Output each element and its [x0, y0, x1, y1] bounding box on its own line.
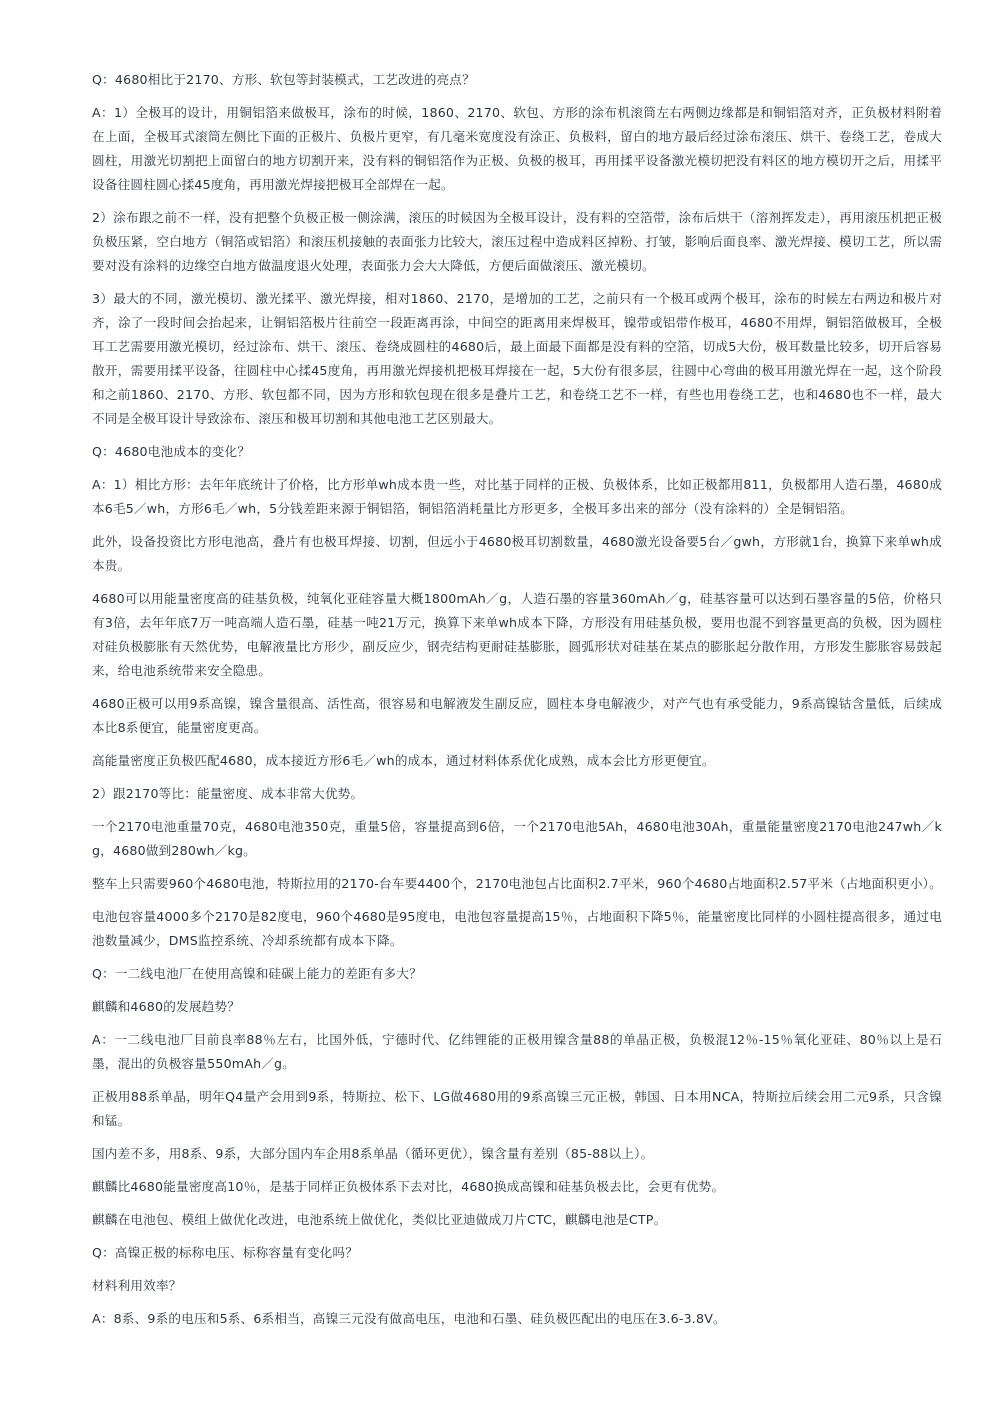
- answer-4-paragraph: A：8系、9系的电压和5系、6系相当，高镍三元没有做高电压，电池和石墨、硅负极匹配出的电压在3.6-3.8V。: [92, 1311, 726, 1326]
- answer-2-paragraph: 一个2170电池重量70克，4680电池350克，重量5倍，容量提高到6倍，一个2170电池5Ah，4680电池30Ah，重量能量密度2170电池247wh／kg，4680做到280wh／kg。: [92, 819, 942, 858]
- question-1: Q：4680相比于2170、方形、软包等封装模式，工艺改进的亮点？: [92, 72, 475, 87]
- question-4: Q：高镍正极的标称电压、标称容量有变化吗？: [92, 1245, 358, 1260]
- answer-2-paragraph: 整车上只需要960个4680电池，特斯拉用的2170-台车要4400个，2170电池包占比面积2.7平米，960个4680占地面积2.57平米（占地面积更小）。: [92, 876, 942, 891]
- answer-3-paragraph: 麒麟比4680能量密度高10％，是基于同样正负极体系下去对比，4680换成高镍和硅基负极去比，会更有优势。: [92, 1179, 725, 1194]
- answer-3-paragraph: 国内差不多，用8系、9系，大部分国内车企用8系单晶（循环更优），镍含量有差别（85-88以上）。: [92, 1146, 654, 1161]
- answer-3-paragraph: 麒麟在电池包、模组上做优化改进，电池系统上做优化，类似比亚迪做成刀片CTC，麒麟电池是CTP。: [92, 1212, 667, 1227]
- answer-2-part-2: 2）跟2170等比：能量密度、成本非常大优势。: [92, 786, 364, 801]
- question-2: Q：4680电池成本的变化？: [92, 444, 251, 459]
- answer-2-paragraph: 高能量密度正负极匹配4680，成本接近方形6毛／wh的成本，通过材料体系优化成熟，成本会比方形更便宜。: [92, 753, 715, 768]
- answer-2-paragraph: 电池包容量4000多个2170是82度电，960个4680是95度电，电池包容量提高15％，占地面积下降5％，能量密度比同样的小圆柱提高很多，通过电池数量减少，DMS监控系统、冷却系统都有成本下降。: [92, 909, 942, 948]
- answer-1-part-2: 2）涂布跟之前不一样，没有把整个负极正极一侧涂满，滚压的时候因为全极耳设计，没有料的空箔带，涂布后烘干（溶剂挥发走），再用滚压机把正极负极压紧，空白地方（铜箔或铝箔）和滚压机接触的表面张力比较大，滚压过程中造成料区掉粉、打皱，影响后面良率、激光焊接、模切工艺，所以需要对没有涂料的边缘空白地方做温度退火处理，表面张力会大大降低，方便后面做滚压、激光模切。: [92, 210, 942, 273]
- answer-1-part-1: A：1）全极耳的设计，用铜铝箔来做极耳，涂布的时候，1860、2170、软包、方形的涂布机滚筒左右两侧边缘都是和铜铝箔对齐，正负极材料附着在上面，全极耳式滚筒左侧比下面的正极片、负极片更窄，有几毫米宽度没有涂正、负极料，留白的地方最后经过涂布滚压、烘干、卷绕工艺，卷成大圆柱，用激光切割把上面留白的地方切割开来，没有料的铜铝箔作为正极、负极的极耳，再用揉平设备激光模切把没有料区的地方模切开之后，用揉平设备往圆柱圆心揉45度角，再用激光焊接把极耳全部焊在一起。: [92, 105, 942, 192]
- answer-1-part-3: 3）最大的不同，激光模切、激光揉平、激光焊接，相对1860、2170，是增加的工艺，之前只有一个极耳或两个极耳，涂布的时候左右两边和极片对齐，涂了一段时间会抬起来，让铜铝箔极片往前空一段距离再涂，中间空的距离用来焊极耳，镍带或铝带作极耳，4680不用焊，铜铝箔做极耳，全极耳工艺需要用激光模切，经过涂布、烘干、滚压、卷绕成圆柱的4680后，最上面最下面都是没有料的空箔，切成5大份，极耳数量比较多，切开后容易散开，需要用揉平设备，往圆柱中心揉45度角，再用激光焊接机把极耳焊接在一起，5大份有很多层，往圆中心弯曲的极耳用激光焊在一起，这个阶段和之前1860、2170、方形、软包都不同，因为方形和软包现在很多是叠片工艺，和卷绕工艺不一样，有些也用卷绕工艺，也和4680也不一样，最大不同是全极耳设计导致涂布、滚压和极耳切割和其他电池工艺区别最大。: [92, 291, 942, 426]
- answer-2-paragraph: 4680正极可以用9系高镍，镍含量很高、活性高，很容易和电解液发生副反应，圆柱本身电解液少，对产气也有承受能力，9系高镍钴含量低，后续成本比8系便宜，能量密度更高。: [92, 696, 942, 735]
- answer-2-paragraph: 4680可以用能量密度高的硅基负极，纯氧化亚硅容量大概1800mAh／g，人造石墨的容量360mAh／g，硅基容量可以达到石墨容量的5倍，价格只有3倍，去年年底7万一吨高端人造石墨，硅基一吨21万元，换算下来单wh成本下降，方形没有用硅基负极，要用也混不到容量更高的负极，因为圆柱对硅负极膨胀有天然优势，电解液量比方形少，副反应少，钢壳结构更耐硅基膨胀，圆弧形状对硅基在某点的膨胀起分散作用，方形发生膨胀容易鼓起来，给电池系统带来安全隐患。: [92, 591, 942, 678]
- answer-3-paragraph: 正极用88系单晶，明年Q4量产会用到9系，特斯拉、松下、LG做4680用的9系高镍三元正极，韩国、日本用NCA，特斯拉后续会用二元9系，只含镍和锰。: [92, 1089, 942, 1128]
- question-3: Q：一二线电池厂在使用高镍和硅碳上能力的差距有多大？: [92, 966, 422, 981]
- answer-2-paragraph: 此外，设备投资比方形电池高，叠片有也极耳焊接、切割，但远小于4680极耳切割数量，4680激光设备要5台／gwh，方形就1台，换算下来单wh成本贵。: [92, 534, 942, 573]
- answer-3-paragraph: A：一二线电池厂目前良率88％左右，比国外低，宁德时代、亿纬锂能的正极用镍含量88的单晶正极，负极混12％-15％氧化亚硅、80％以上是石墨，混出的负极容量550mAh／g。: [92, 1032, 942, 1071]
- document-body: [92, 68, 942, 1340]
- question-4-sub: 材料利用效率？: [92, 1278, 182, 1293]
- question-3-sub: 麒麟和4680的发展趋势？: [92, 999, 240, 1014]
- answer-2-part-1: A：1）相比方形：去年年底统计了价格，比方形单wh成本贵一些，对比基于同样的正极、负极体系，比如正极都用811，负极都用人造石墨，4680成本6毛5／wh，方形6毛／wh，5分钱差距来源于铜铝箔，铜铝箔消耗量比方形更多，全极耳多出来的部分（没有涂料的）全是铜铝箔。: [92, 477, 942, 516]
